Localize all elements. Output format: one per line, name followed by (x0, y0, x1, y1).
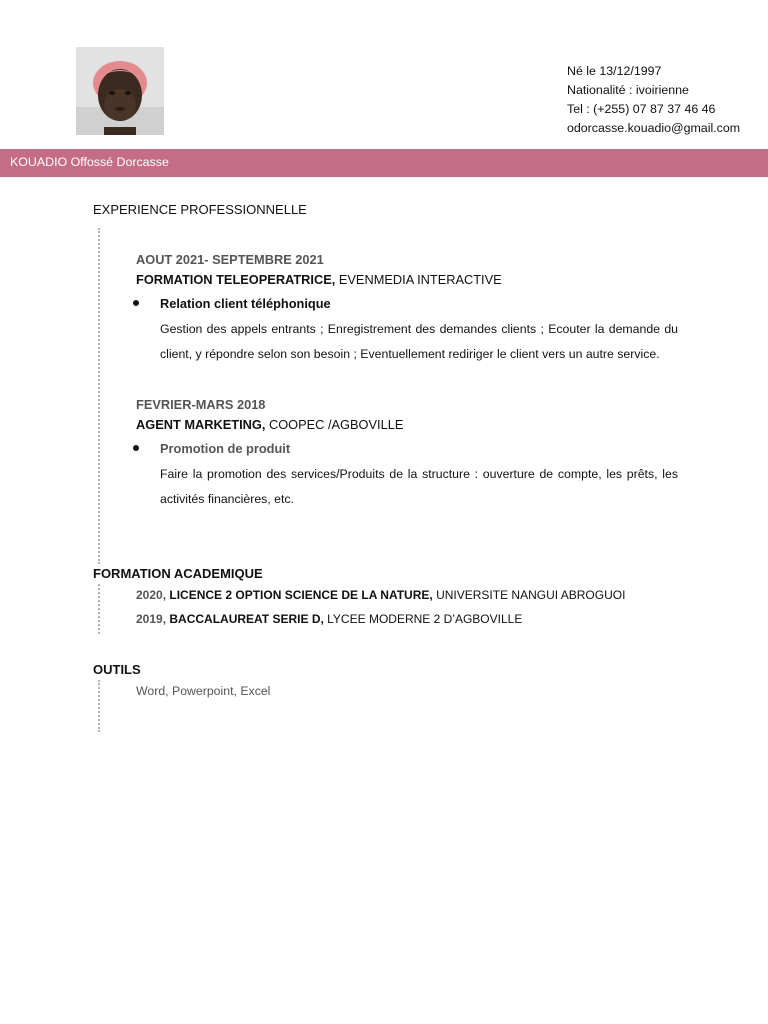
email-address: odorcasse.kouadio@gmail.com (567, 121, 741, 135)
experience-divider (98, 228, 100, 564)
full-name: KOUADIO Offossé Dorcasse (10, 155, 169, 169)
education-degree: BACCALAUREAT SERIE D, (166, 612, 324, 626)
job-role: AGENT MARKETING, (136, 417, 266, 432)
profile-photo (76, 47, 164, 135)
education-item (136, 612, 522, 626)
job-title (136, 417, 403, 432)
education-year: 2020, (136, 588, 167, 602)
education-degree: LICENCE 2 OPTION SCIENCE DE LA NATURE, (166, 588, 433, 602)
tools-divider (98, 680, 100, 732)
job-company: COOPEC /AGBOVILLE (265, 417, 404, 432)
job-period: AOUT 2021- SEPTEMBRE 2021 (136, 252, 324, 267)
job-title (136, 272, 502, 287)
job-description: Gestion des appels entrants ; Enregistrement des demandes clients ; Ecouter la demande du client, y répondre selon son besoin ; Eventuellement rediriger le client vers un autre service. (160, 322, 678, 361)
phone-number: Tel : (+255) 07 87 37 46 46 (567, 102, 716, 116)
education-divider (98, 584, 100, 634)
job-role: FORMATION TELEOPERATRICE, (136, 272, 336, 287)
education-heading: FORMATION ACADEMIQUE (93, 566, 263, 581)
name-banner (0, 149, 768, 177)
job-bullet: Relation client téléphonique (160, 296, 331, 311)
bullet-dot (133, 445, 139, 451)
education-item (136, 588, 625, 602)
job-description: Faire la promotion des services/Produits de la structure : ouverture de compte, les prêts, les activités financières, etc. (160, 467, 678, 506)
education-school: UNIVERSITE NANGUI ABROGUOI (432, 588, 626, 602)
experience-heading: EXPERIENCE PROFESSIONNELLE (93, 202, 307, 217)
tools-list: Word, Powerpoint, Excel (136, 684, 271, 698)
nationality: Nationalité : ivoirienne (567, 83, 689, 97)
job-company: EVENMEDIA INTERACTIVE (335, 272, 502, 287)
tools-heading: OUTILS (93, 662, 141, 677)
birth-date: Né le 13/12/1997 (567, 64, 662, 78)
job-period: FEVRIER-MARS 2018 (136, 397, 266, 412)
bullet-dot (133, 300, 139, 306)
contact-block (567, 62, 740, 138)
education-year: 2019, (136, 612, 167, 626)
job-bullet: Promotion de produit (160, 441, 291, 456)
education-school: LYCEE MODERNE 2 D’AGBOVILLE (323, 612, 523, 626)
